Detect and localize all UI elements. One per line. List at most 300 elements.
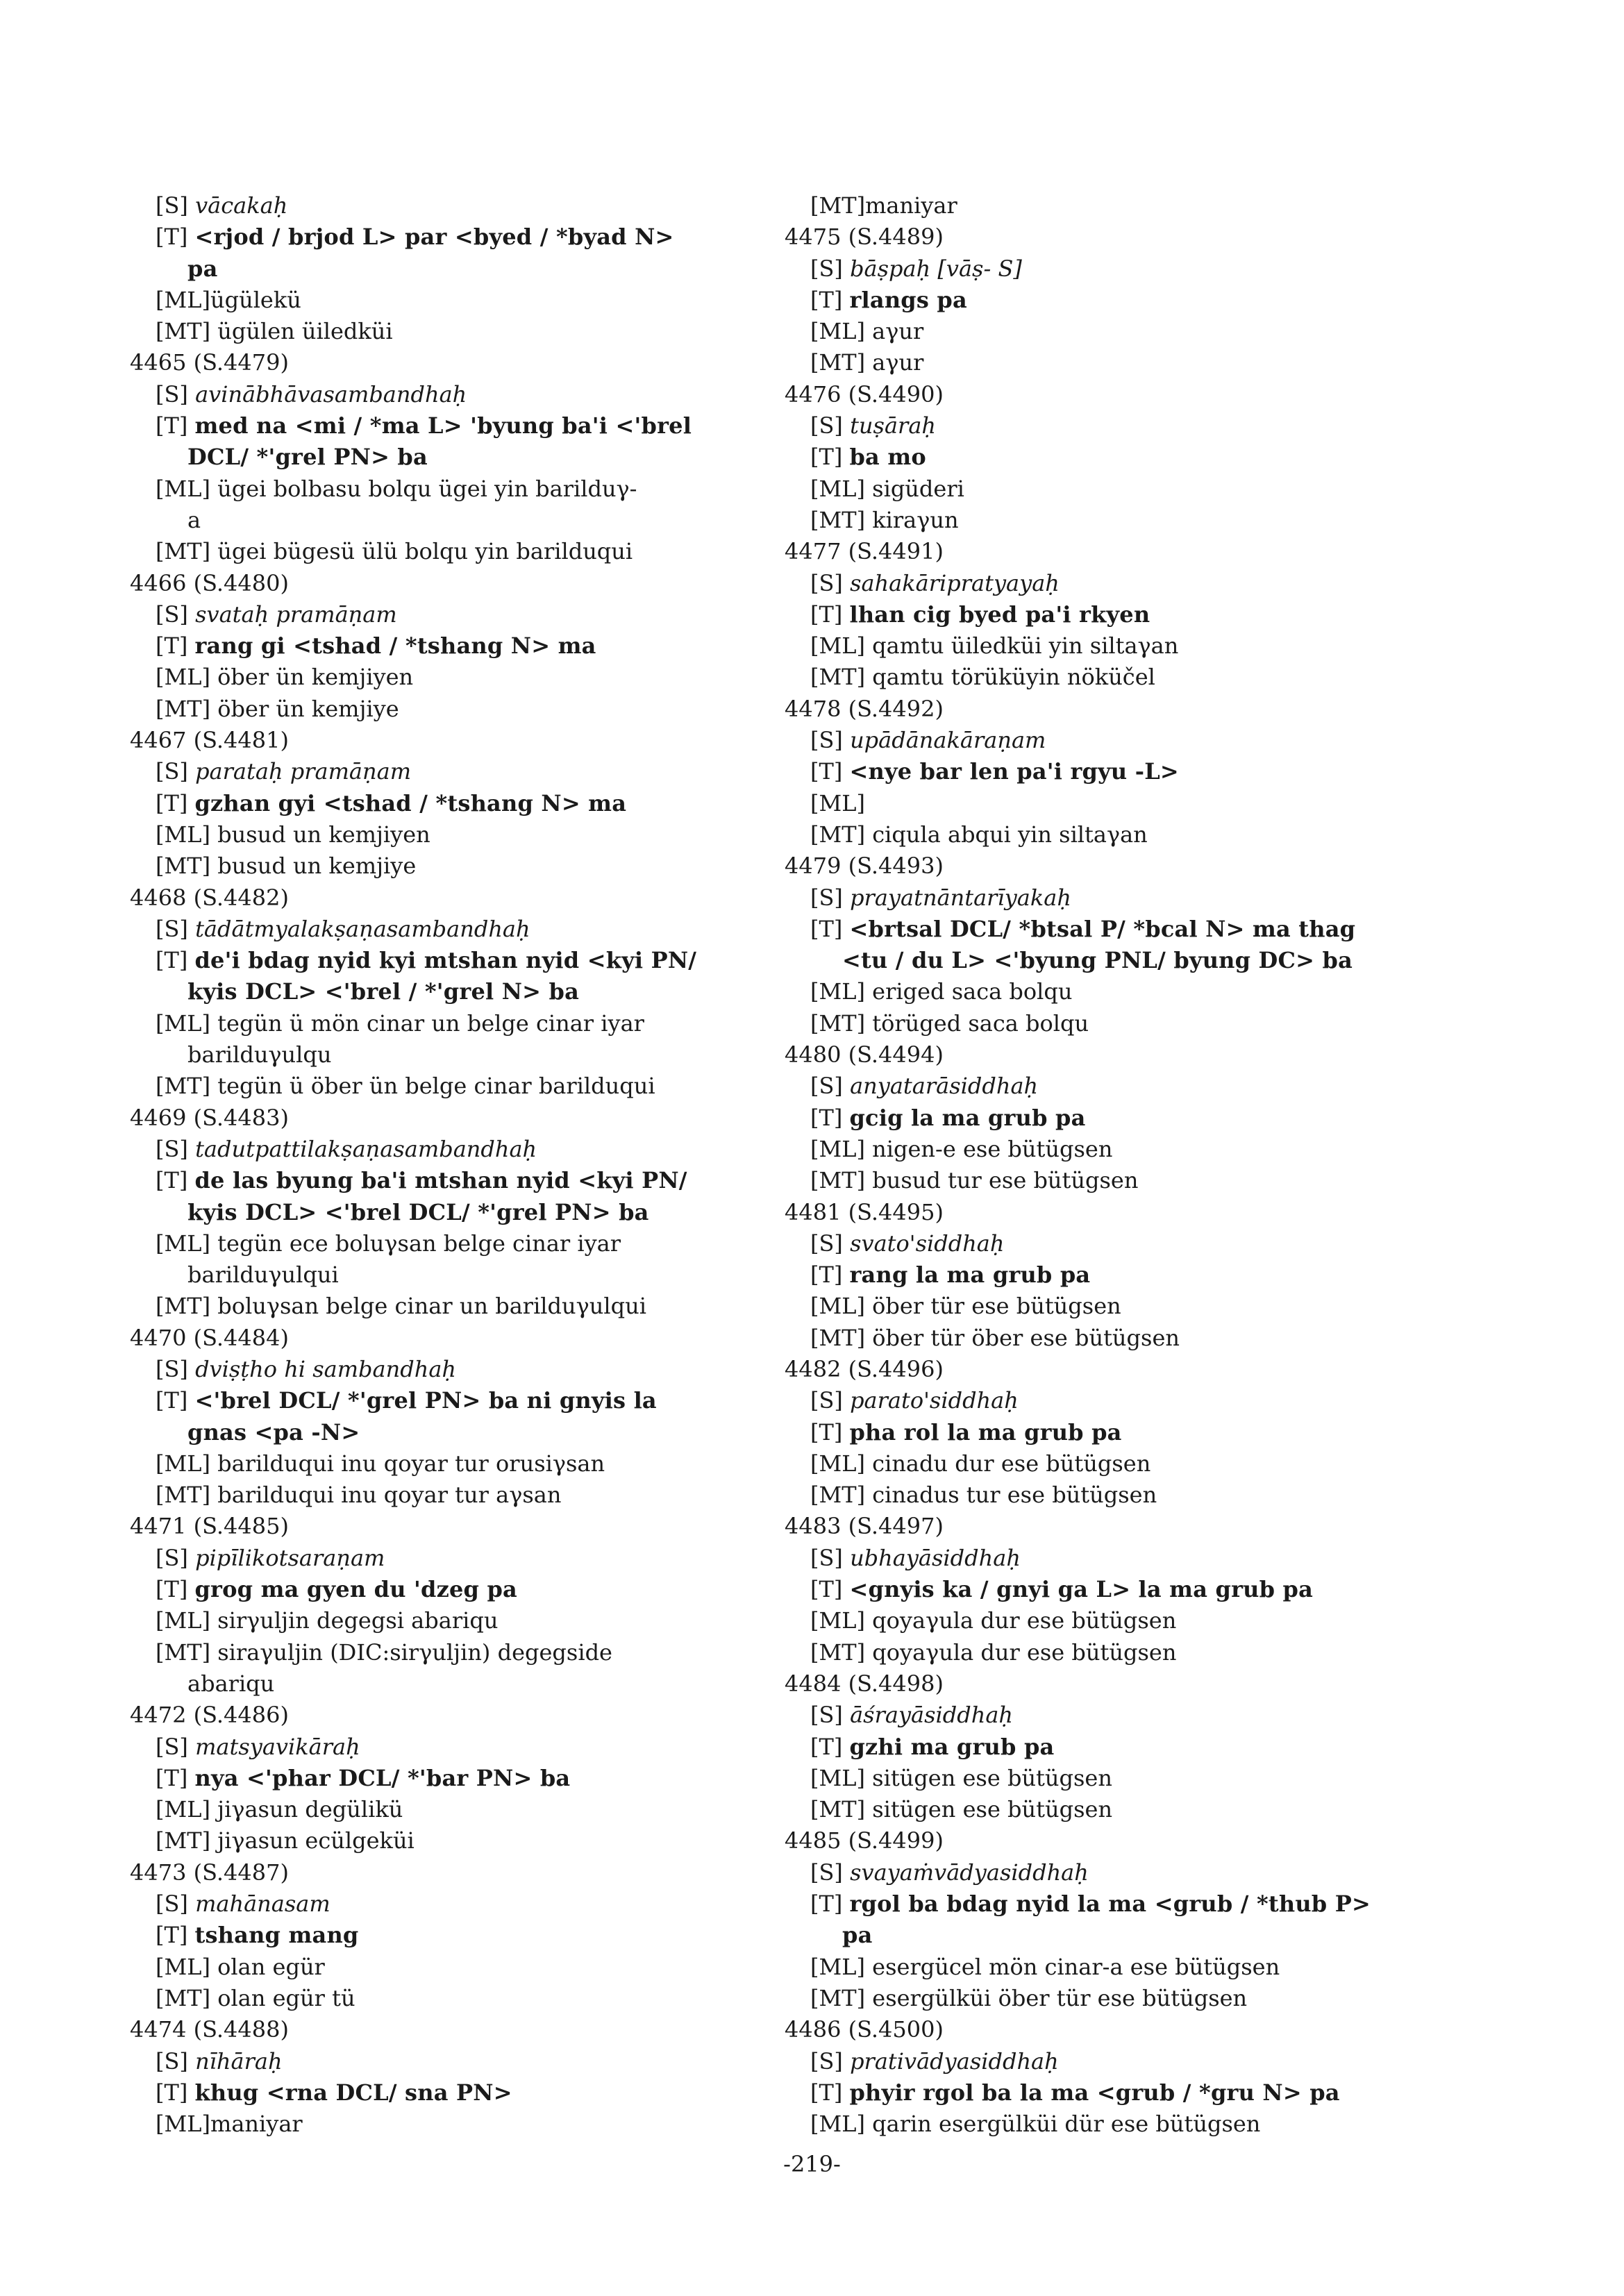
entry-field-line [130,1888,755,1920]
field-value: aγur [872,318,924,345]
field-value: a [187,506,201,533]
entry-number-text: 4485 (S.4499) [785,1827,944,1854]
field-tag: [MT] [156,1639,218,1666]
field-tag: [ML] [156,475,218,502]
field-value: <brtsal DCL/ *btsal P/ *bcal N> ma thag [849,915,1356,942]
entry-number [130,568,755,599]
entry-field-line [785,1480,1430,1511]
entry-field-line [130,1165,755,1196]
field-value: tuṣāraḥ [850,412,937,439]
entry-field-line [785,253,1430,285]
field-tag: [ML] [156,286,210,313]
entry-number [130,1857,755,1888]
field-tag: [T] [810,286,850,313]
field-tag: [MT] [810,664,873,691]
field-value: dviṣṭho hi sambandhaḥ [195,1355,456,1382]
field-value: ügülen üiledküi [217,318,393,345]
field-value: mahānasam [195,1891,330,1918]
entry-field-line [130,2109,755,2140]
field-tag: [ML] [810,978,873,1005]
entry-field-line [785,1165,1430,1196]
field-value: qamtu üiledküi yin siltaγan [872,632,1179,660]
entry-field-line [785,2077,1430,2109]
entry-number [130,347,755,378]
field-tag: [ML] [810,789,865,816]
entry-number-text: 4469 (S.4483) [130,1104,289,1131]
entry-field-line [785,914,1430,945]
entry-field-line [785,285,1430,316]
field-tag: [ML] [810,318,873,345]
field-tag: [S] [156,380,196,408]
field-tag: [MT] [156,1482,218,1509]
field-value: olan egür [217,1953,325,1980]
field-value: sahakāripratyayaḥ [850,569,1060,596]
entry-field-line [785,599,1430,630]
entry-field-line [130,788,755,819]
field-value: sitügen ese bütügsen [872,1796,1113,1823]
field-tag: [T] [810,1576,850,1603]
entry-number-text: 4477 (S.4491) [785,538,944,565]
entry-field-line [130,2077,755,2109]
entry-field-line [785,1071,1430,1102]
field-tag: [T] [156,2079,195,2106]
entry-continuation-line [130,976,755,1007]
field-value: gzhan gyi <tshad / *tshang N> ma [194,789,627,816]
entry-continuation-line [130,442,755,473]
entry-field-line [785,1008,1430,1039]
field-value: prativādyasiddhaḥ [850,2047,1059,2075]
field-tag: [ML] [810,1135,873,1162]
entry-field-line [785,1732,1430,1763]
field-tag: [S] [810,412,851,439]
entry-field-line [130,1605,755,1636]
field-value: svato'siddhaḥ [850,1230,1005,1257]
field-value: eriged saca bolqu [872,978,1073,1005]
field-tag: [MT] [156,1984,218,2011]
entry-field-line [785,2109,1430,2140]
field-tag: [MT] [810,506,873,533]
field-tag: [MT] [810,1796,873,1823]
entry-field-line [785,568,1430,599]
field-tag: [T] [156,1167,195,1194]
field-value: pha rol la ma grub pa [849,1418,1122,1446]
entry-number [785,1039,1430,1071]
entry-field-line [785,630,1430,662]
field-value: <nye bar len pa'i rgyu -L> [849,758,1179,785]
field-tag: [S] [810,1544,851,1571]
entry-number [785,1511,1430,1542]
entry-field-line [130,536,755,567]
field-value: tegün ece boluγsan belge cinar iyar [217,1230,621,1257]
entry-field-line [130,1794,755,1825]
field-tag: [S] [810,1387,851,1414]
entry-number-text: 4471 (S.4485) [130,1513,289,1540]
field-tag: [T] [810,1262,850,1289]
entry-field-line [785,410,1430,442]
field-tag: [S] [810,727,851,754]
entry-number-text: 4479 (S.4493) [785,853,944,880]
entry-number [130,725,755,756]
entry-field-line [130,694,755,725]
field-tag: [MT] [810,1984,873,2011]
entry-field-line [785,1543,1430,1574]
field-value: matsyavikāraḥ [195,1733,360,1760]
field-value: gnas <pa -N> [187,1418,360,1446]
field-value: nīhāraḥ [195,2047,283,2075]
entry-number [785,2014,1430,2045]
field-tag: [MT] [810,1639,873,1666]
entry-number-text: 4468 (S.4482) [130,884,289,911]
field-tag: [MT] [156,1073,218,1100]
field-value: kyis DCL> <'brel / *'grel N> ba [187,978,580,1005]
field-value: tādātmyalakṣaṇasambandhaḥ [195,915,530,942]
field-value: pipīlikotsaraṇam [195,1544,385,1571]
entry-number [785,379,1430,410]
entry-field-line [785,1605,1430,1636]
left-column [130,190,755,2140]
entry-field-line [130,1291,755,1322]
entry-number-text: 4472 (S.4486) [130,1702,289,1729]
field-value: vācakaḥ [195,192,288,219]
field-tag: [T] [810,1891,850,1918]
entry-field-line [785,316,1430,347]
field-tag: [ML] [810,1293,873,1320]
entry-number-text: 4465 (S.4479) [130,349,289,376]
entry-field-line [130,945,755,976]
field-value: parato'siddhaḥ [850,1387,1019,1414]
entry-field-line [785,1700,1430,1731]
entry-field-line [130,630,755,662]
field-tag: [S] [810,2047,851,2075]
entry-number [785,850,1430,882]
field-value: rgol ba bdag nyid la ma <grub / *thub P> [849,1891,1371,1918]
page-number: -219- [783,2151,841,2177]
entry-number [785,1668,1430,1700]
field-value: gzhi ma grub pa [849,1733,1055,1760]
field-value: gcig la ma grub pa [849,1104,1086,1131]
entry-number-text: 4478 (S.4492) [785,695,944,722]
entry-field-line [130,599,755,630]
entry-continuation-line [130,1197,755,1228]
entry-number-text: 4482 (S.4496) [785,1355,944,1382]
field-value: busud un kemjiyen [217,821,430,848]
right-column [785,190,1430,2140]
field-value: tegün ü öber ün belge cinar barilduqui [217,1073,655,1100]
field-tag: [S] [810,569,851,596]
field-value: sirγuljin degegsi abariqu [217,1607,499,1634]
field-tag: [MT] [810,1482,873,1509]
entry-continuation-line [130,505,755,536]
field-tag: [S] [156,192,196,219]
field-tag: [MT] [810,821,873,848]
entry-field-line [130,1071,755,1102]
field-value: maniyar [865,192,957,219]
entry-field-line [785,1323,1430,1354]
entry-field-line [130,1825,755,1857]
field-tag: [S] [810,1073,851,1100]
entry-field-line [130,379,755,410]
field-tag: [S] [156,1733,196,1760]
field-value: jiγasun ecülgeküi [217,1827,415,1854]
field-value: barilduqui inu qoyar tur orusiγsan [217,1450,605,1477]
field-tag: [S] [810,1859,851,1886]
field-tag: [ML] [156,1953,218,1980]
field-value: anyatarāsiddhaḥ [850,1073,1039,1100]
entry-number [785,1354,1430,1385]
entry-field-line [785,1259,1430,1291]
field-tag: [S] [156,1891,196,1918]
field-tag: [ML] [156,1009,218,1037]
field-value: sigüderi [872,475,964,502]
field-tag: [MT] [156,1827,218,1854]
field-value: rang gi <tshad / *tshang N> ma [194,632,596,660]
field-tag: [ML] [156,821,218,848]
entry-field-line [130,1952,755,1983]
entry-number-text: 4481 (S.4495) [785,1198,944,1225]
field-value: cinadu dur ese bütügsen [872,1450,1151,1477]
field-value: bāṣpaḥ [vāṣ- S] [850,255,1022,282]
entry-field-line [130,662,755,693]
field-tag: [S] [156,758,196,785]
entry-number [130,1700,755,1731]
entry-field-line [785,1888,1430,1920]
field-value: esergülküi öber tür ese bütügsen [872,1984,1248,2011]
entry-number [130,1103,755,1134]
entry-continuation-line [785,1920,1430,1951]
field-value: ubhayāsiddhaḥ [850,1544,1021,1571]
field-value: tegün ü mön cinar un belge cinar iyar [217,1009,644,1037]
entry-number-text: 4484 (S.4498) [785,1670,944,1697]
entry-field-line [130,1134,755,1165]
field-tag: [ML] [810,475,873,502]
entry-field-line [785,1448,1430,1480]
field-value: öber ün kemjiye [217,695,399,722]
field-value: phyir rgol ba la ma <grub / *gru N> pa [849,2079,1340,2106]
entry-number-text: 4467 (S.4481) [130,727,289,754]
field-value: ba mo [849,444,926,471]
field-tag: [T] [156,1922,195,1949]
field-tag: [T] [156,632,195,660]
entry-number [130,1323,755,1354]
entry-number [785,221,1430,253]
field-value: barilduqui inu qoyar tur aγsan [217,1482,562,1509]
field-value: busud un kemjiye [217,853,417,880]
field-value: grog ma gyen du 'dzeg pa [194,1576,517,1603]
field-tag: [T] [810,1418,850,1446]
field-value: kyis DCL> <'brel DCL/ *'grel PN> ba [187,1198,649,1225]
field-tag: [ML] [810,2111,873,2138]
entry-field-line [785,1857,1430,1888]
field-tag: [ML] [156,1796,218,1823]
field-value: khug <rna DCL/ sna PN> [194,2079,512,2106]
field-value: qoyaγula dur ese bütügsen [872,1639,1177,1666]
entry-field-line [130,1228,755,1259]
entry-number-text: 4486 (S.4500) [785,2016,944,2043]
entry-number-text: 4476 (S.4490) [785,380,944,408]
entry-field-line [785,1574,1430,1605]
entry-field-line [785,1417,1430,1448]
field-value: avinābhāvasambandhaḥ [195,380,467,408]
field-value: maniyar [210,2111,303,2138]
entry-continuation-line [785,945,1430,976]
entry-field-line [785,1952,1430,1983]
entry-number [785,694,1430,725]
entry-field-line [785,1983,1430,2014]
field-value: rang la ma grub pa [849,1262,1091,1289]
field-tag: [S] [156,1355,196,1382]
field-value: pa [842,1922,873,1949]
field-value: svayaṁvādyasiddhaḥ [850,1859,1089,1886]
field-tag: [ML] [810,1450,873,1477]
entry-number-text: 4475 (S.4489) [785,224,944,251]
field-value: lhan cig byed pa'i rkyen [849,601,1150,628]
field-tag: [MT] [156,695,218,722]
entry-field-line [130,410,755,442]
field-value: <tu / du L> <'byung PNL/ byung DC> ba [842,947,1353,974]
entry-field-line [785,2046,1430,2077]
field-tag: [T] [156,1764,195,1791]
entry-number [785,1197,1430,1228]
entry-field-line [785,442,1430,473]
entry-field-line [130,756,755,787]
entry-number [130,2014,755,2045]
entry-number-text: 4474 (S.4488) [130,2016,289,2043]
entry-field-line [785,725,1430,756]
field-value: tadutpattilakṣaṇasambandhaḥ [195,1135,537,1162]
field-tag: [S] [156,1135,196,1162]
field-value: barilduγulqu [187,1041,332,1069]
field-tag: [T] [810,915,850,942]
entry-field-line [130,850,755,882]
field-value: <rjod / brjod L> par <byed / *byad N> [194,224,674,251]
entry-number-text: 4483 (S.4497) [785,1513,944,1540]
field-value: abariqu [187,1670,275,1697]
field-tag: [ML] [156,1230,218,1257]
field-value: de'i bdag nyid kyi mtshan nyid <kyi PN/ [194,947,697,974]
field-value: sitügen ese bütügsen [872,1764,1112,1791]
field-value: med na <mi / *ma L> 'byung ba'i <'brel [194,412,692,439]
entry-field-line [785,788,1430,819]
field-tag: [ML] [810,632,873,660]
field-tag: [S] [810,1702,851,1729]
field-tag: [S] [156,601,196,628]
field-tag: [S] [156,2047,196,2075]
field-tag: [T] [810,601,850,628]
entry-field-line [130,1448,755,1480]
field-value: öber ün kemjiyen [217,664,414,691]
field-tag: [ML] [156,664,218,691]
field-value: pa [187,255,218,282]
field-tag: [S] [810,884,851,911]
field-tag: [S] [156,915,196,942]
field-tag: [ML] [156,2111,210,2138]
field-tag: [T] [156,789,195,816]
entry-number [785,1825,1430,1857]
field-value: upādānakāraṇam [850,727,1046,754]
field-value: de las byung ba'i mtshan nyid <kyi PN/ [194,1167,687,1194]
field-value: qamtu törüküyin nöküčel [872,664,1155,691]
entry-field-line [785,756,1430,787]
field-tag: [T] [810,1104,850,1131]
entry-field-line [785,1763,1430,1794]
entry-field-line [785,1794,1430,1825]
field-value: ügülekü [210,286,301,313]
field-value: ciqula abqui yin siltaγan [872,821,1148,848]
field-tag: [T] [156,947,195,974]
field-tag: [MT] [156,538,218,565]
field-value: nya <'phar DCL/ *'bar PN> ba [194,1764,571,1791]
entry-continuation-line [130,253,755,285]
entry-field-line [785,1637,1430,1668]
field-tag: [MT] [810,1324,873,1351]
entry-field-line [130,2046,755,2077]
entry-continuation-line [130,1259,755,1291]
entry-field-line [130,221,755,253]
entry-field-line [785,1228,1430,1259]
field-tag: [S] [810,1230,851,1257]
field-value: qarin esergülküi dür ese bütügsen [872,2111,1261,2138]
field-value: ügei bolbasu bolqu ügei yin barilduγ- [217,475,637,502]
field-value: öber tür öber ese bütügsen [872,1324,1180,1351]
field-tag: [T] [810,758,850,785]
entry-number-text: 4466 (S.4480) [130,569,289,596]
entry-field-line [130,1480,755,1511]
entry-field-line [785,474,1430,505]
field-value: <'brel DCL/ *'grel PN> ba ni gnyis la [194,1387,657,1414]
field-value: rlangs pa [849,286,967,313]
entry-field-line [130,1385,755,1416]
entry-field-line [130,1732,755,1763]
field-value: barilduγulqui [187,1262,339,1289]
entry-field-line [785,662,1430,693]
entry-field-line [130,1543,755,1574]
field-tag: [S] [810,255,851,282]
field-tag: [T] [810,2079,850,2106]
field-value: siraγuljin (DIC:sirγuljin) degegside [217,1639,612,1666]
entry-number-text: 4473 (S.4487) [130,1859,289,1886]
field-tag: [T] [156,412,195,439]
field-value: prayatnāntarīyakaḥ [850,884,1071,911]
field-tag: [MT] [810,1167,873,1194]
field-value: parataḥ pramāṇam [195,758,412,785]
field-value: olan egür tü [217,1984,355,2011]
entry-continuation-line [130,1417,755,1448]
field-value: cinadus tur ese bütügsen [872,1482,1157,1509]
field-tag: [MT] [810,192,866,219]
entry-field-line [785,190,1430,221]
entry-continuation-line [130,1039,755,1071]
field-tag: [T] [156,1576,195,1603]
field-value: svataḥ pramāṇam [195,601,397,628]
entry-field-line [130,474,755,505]
entry-field-line [130,914,755,945]
field-tag: [T] [810,444,850,471]
field-tag: [MT] [156,318,218,345]
field-value: ügei bügesü ülü bolqu yin barilduqui [217,538,633,565]
entry-number-text: 4470 (S.4484) [130,1324,289,1351]
field-tag: [T] [810,1733,850,1760]
field-value: jiγasun degülikü [217,1796,403,1823]
entry-field-line [130,819,755,850]
field-tag: [ML] [810,1764,873,1791]
entry-field-line [785,347,1430,378]
entry-field-line [785,1103,1430,1134]
field-tag: [MT] [810,1009,873,1037]
entry-field-line [130,1354,755,1385]
field-tag: [ML] [810,1607,873,1634]
entry-field-line [785,882,1430,914]
entry-field-line [130,1637,755,1668]
